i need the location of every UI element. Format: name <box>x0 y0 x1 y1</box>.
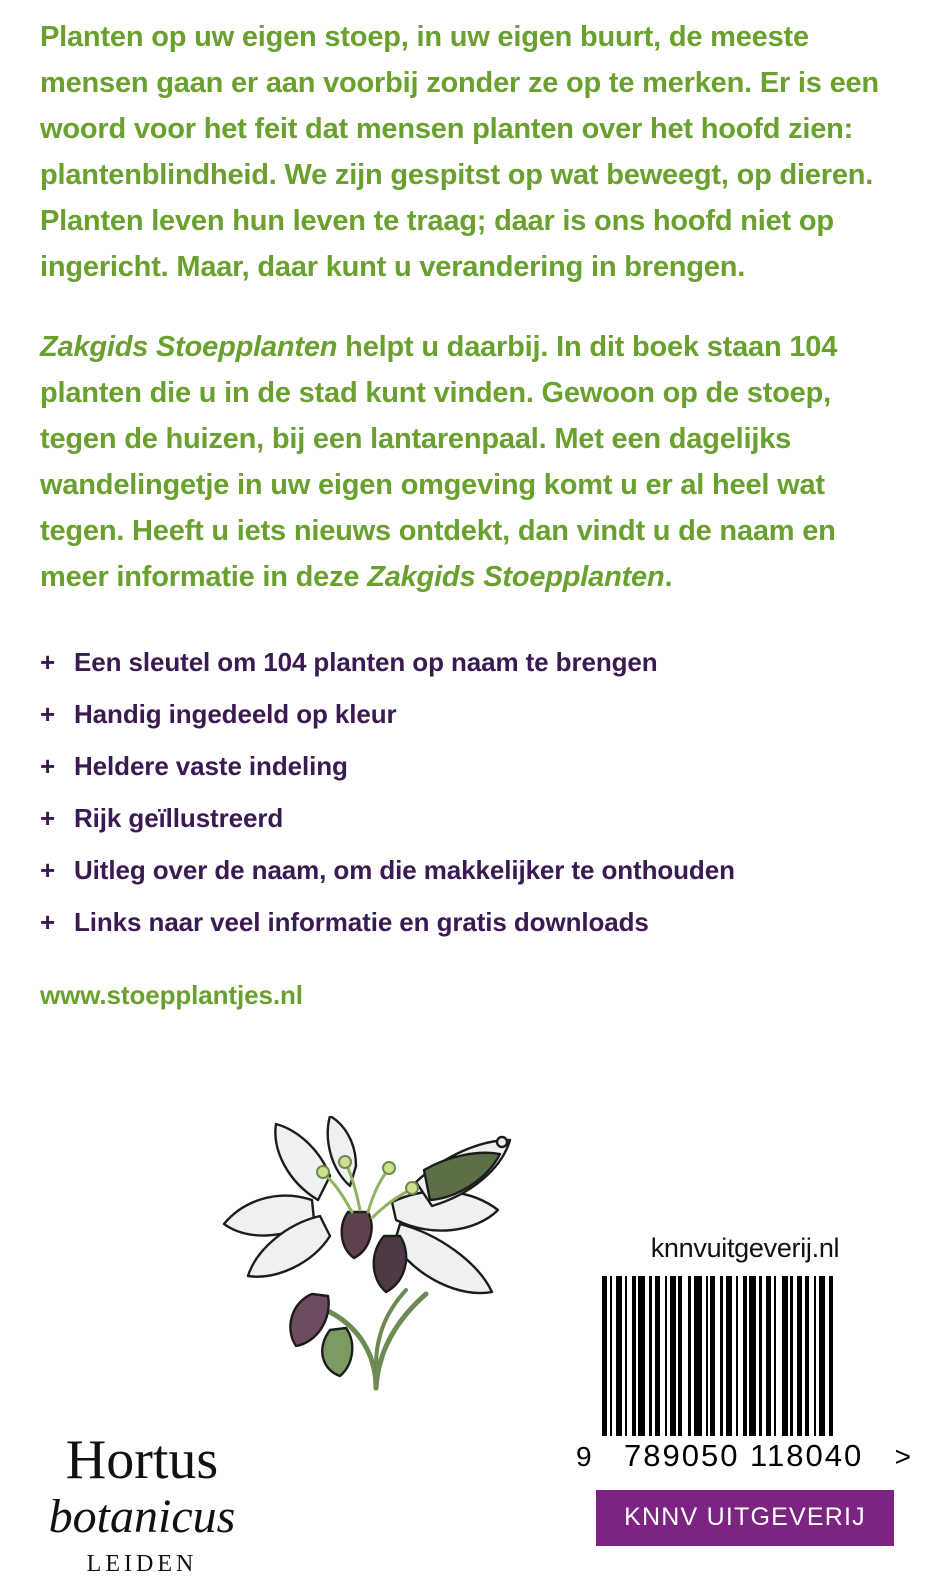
list-item-label: Een sleutel om 104 planten op naam te brengen <box>74 647 658 677</box>
publisher-logo-bar: KNNV UITGEVERIJ <box>596 1490 894 1546</box>
barcode-icon <box>602 1276 900 1436</box>
hortus-logo-line-2: botanicus <box>48 1490 236 1543</box>
intro-paragraph-2 <box>40 324 894 600</box>
list-item <box>40 696 894 732</box>
feature-list <box>40 644 894 940</box>
publisher-url[interactable]: knnvuitgeverij.nl <box>650 1233 840 1263</box>
website-link[interactable]: www.stoepplantjes.nl <box>40 980 303 1010</box>
list-item <box>40 748 894 784</box>
list-item-label: Rijk geïllustreerd <box>74 803 284 833</box>
intro-paragraph-1: Planten op uw eigen stoep, in uw eigen buurt, de meeste mensen gaan er aan voorbij zonder ze op te merken. Er is een woord voor het feit dat mensen planten over het hoofd zien: plantenblindheid. We zijn gespitst op wat beweegt, op dieren. Planten leven hun leven te traag; daar is ons hoofd niet op ingericht. Maar, daar kunt u verandering in brengen. <box>40 21 879 283</box>
isbn-prefix: 9 <box>576 1441 593 1472</box>
list-item-label: Handig ingedeeld op kleur <box>74 699 397 729</box>
publisher-block <box>576 1233 912 1546</box>
isbn-number <box>576 1438 912 1474</box>
isbn-digits: 789050 118040 <box>624 1438 864 1473</box>
list-item <box>40 852 894 888</box>
plus-icon: + <box>40 647 56 677</box>
plus-icon: + <box>40 907 56 937</box>
isbn-suffix: > <box>894 1441 912 1472</box>
list-item <box>40 644 894 680</box>
plus-icon: + <box>40 803 56 833</box>
cover-footer <box>0 1116 934 1586</box>
list-item <box>40 800 894 836</box>
flower-illustration <box>180 1116 580 1396</box>
plus-icon: + <box>40 855 56 885</box>
list-item-label: Links naar veel informatie en gratis downloads <box>74 907 649 937</box>
intro-paragraph-2-part-a: helpt u daarbij. In dit boek staan 104 planten die u in de stad kunt vinden. Gewoon op de stoep, tegen de huizen, bij een lantarenpaal. Met een dagelijks wandelingetje in uw eigen omgeving komt u er al heel wat tegen. Heeft u iets nieuws ontdekt, dan vindt u de naam en meer informatie in deze <box>40 331 838 593</box>
intro-paragraph-2-part-b: . <box>664 561 673 593</box>
plus-icon: + <box>40 699 56 729</box>
hortus-botanicus-logo <box>0 1431 302 1578</box>
hortus-logo-line-1: Hortus <box>65 1429 219 1491</box>
plus-icon: + <box>40 751 56 781</box>
list-item-label: Uitleg over de naam, om die makkelijker te onthouden <box>74 855 735 885</box>
book-title-mention-2: Zakgids Stoepplanten <box>367 561 665 593</box>
hortus-logo-line-3: LEIDEN <box>86 1551 198 1577</box>
list-item <box>40 904 894 940</box>
list-item-label: Heldere vaste indeling <box>74 751 348 781</box>
book-title-mention-1: Zakgids Stoepplanten <box>40 331 338 363</box>
